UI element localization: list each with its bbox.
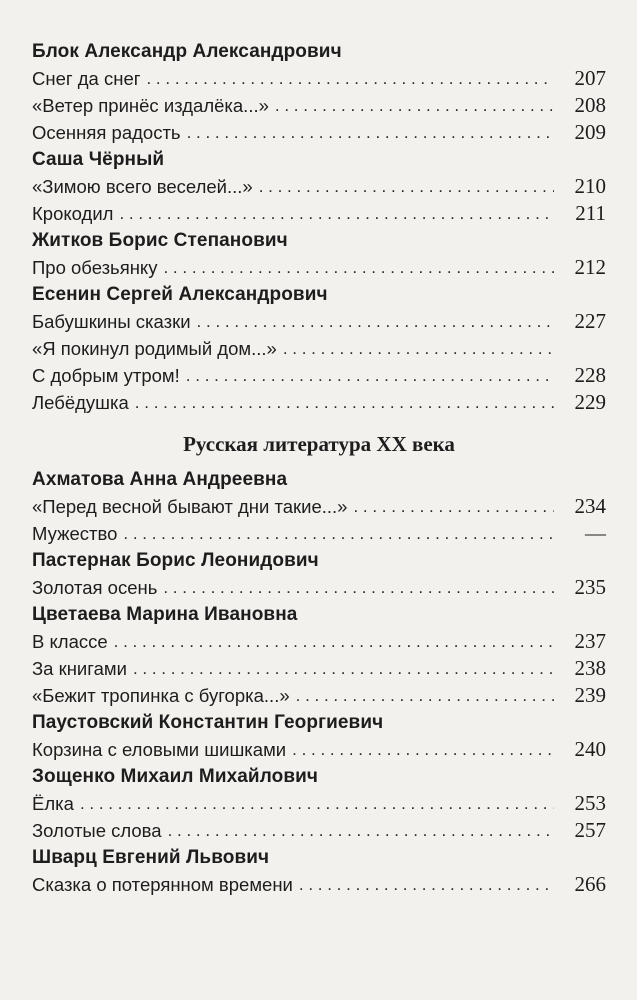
- page-number: 210: [574, 174, 606, 198]
- dot-leader: [292, 736, 554, 763]
- entry-title: В классе: [32, 631, 108, 652]
- toc-entry: [32, 254, 606, 281]
- author-name: Блок Александр Александрович: [32, 41, 342, 62]
- entry-title: Корзина с еловыми шишками: [32, 739, 287, 760]
- toc-entry: [32, 173, 606, 200]
- entry-title: Бабушкины сказки: [32, 311, 191, 332]
- author-name: Шварц Евгений Львович: [32, 847, 270, 868]
- author-name: Пастернак Борис Леонидович: [32, 550, 319, 571]
- dot-leader: [135, 389, 554, 416]
- page-number: 239: [574, 683, 606, 707]
- dot-leader: [283, 335, 554, 362]
- toc-group-before: [32, 38, 606, 416]
- dot-leader: [259, 173, 554, 200]
- toc-entry: [32, 493, 606, 520]
- author-name: Житков Борис Степанович: [32, 230, 288, 251]
- table-of-contents: [32, 38, 606, 978]
- entry-title: За книгами: [32, 658, 127, 679]
- entry-title: Осенняя радость: [32, 122, 181, 143]
- dot-leader: [186, 362, 554, 389]
- entry-title: Про обезьянку: [32, 257, 158, 278]
- page-number: 253: [574, 791, 606, 815]
- page-number: 234: [574, 494, 606, 518]
- dot-leader: [146, 65, 554, 92]
- entry-title: Золотые слова: [32, 820, 162, 841]
- page-number: 229: [574, 390, 606, 414]
- page-number: 211: [575, 201, 606, 225]
- author-heading: [32, 601, 606, 628]
- entry-title: Сказка о потерянном времени: [32, 874, 293, 895]
- page-number: 237: [574, 629, 606, 653]
- entry-title: С добрым утром!: [32, 365, 180, 386]
- entry-title: «Перед весной бывают дни такие...»: [32, 496, 348, 517]
- dot-leader: [133, 655, 554, 682]
- dot-leader: [163, 254, 554, 281]
- dot-leader: [119, 200, 554, 227]
- entry-title: «Бежит тропинка с бугорка...»: [32, 685, 290, 706]
- dot-leader: [114, 628, 554, 655]
- dot-leader: [187, 119, 554, 146]
- toc-entry: [32, 817, 606, 844]
- toc-entry: [32, 655, 606, 682]
- author-heading: [32, 709, 606, 736]
- author-heading: [32, 466, 606, 493]
- toc-entry: [32, 335, 606, 362]
- entry-title: Крокодил: [32, 203, 114, 224]
- toc-entry: [32, 389, 606, 416]
- page-number: 235: [574, 575, 606, 599]
- toc-entry: [32, 65, 606, 92]
- toc-entry: [32, 790, 606, 817]
- author-name: Зощенко Михаил Михайлович: [32, 766, 319, 787]
- toc-entry: [32, 574, 606, 601]
- page-number: 212: [574, 255, 606, 279]
- page-number: 257: [574, 818, 606, 842]
- entry-title: Мужество: [32, 523, 118, 544]
- toc-entry: [32, 871, 606, 898]
- page-number: 208: [574, 93, 606, 117]
- author-heading: [32, 547, 606, 574]
- section-title: Русская литература XX века: [183, 432, 455, 456]
- entry-title: «Зимою всего веселей...»: [32, 176, 253, 197]
- author-heading: [32, 281, 606, 308]
- page-number: 228: [574, 363, 606, 387]
- section-heading: [32, 430, 606, 458]
- author-heading: [32, 227, 606, 254]
- dot-leader: [168, 817, 554, 844]
- author-heading: [32, 844, 606, 871]
- entry-title: «Ветер принёс издалёка...»: [32, 95, 269, 116]
- entry-title: Лебёдушка: [32, 392, 129, 413]
- dot-leader: [353, 493, 554, 520]
- toc-entry: [32, 628, 606, 655]
- dot-leader: [299, 871, 554, 898]
- author-heading: [32, 763, 606, 790]
- entry-title: Ёлка: [32, 793, 74, 814]
- dot-leader: [80, 790, 554, 817]
- entry-title: «Я покинул родимый дом...»: [32, 338, 277, 359]
- page-number: 240: [574, 737, 606, 761]
- author-heading: [32, 38, 606, 65]
- toc-entry: [32, 682, 606, 709]
- dot-leader: [275, 92, 554, 119]
- dot-leader: [123, 520, 554, 547]
- entry-title: Снег да снег: [32, 68, 141, 89]
- author-name: Паустовский Константин Георгиевич: [32, 712, 384, 733]
- toc-entry: [32, 119, 606, 146]
- toc-entry: [32, 362, 606, 389]
- author-name: Ахматова Анна Андреевна: [32, 469, 288, 490]
- author-name: Есенин Сергей Александрович: [32, 284, 328, 305]
- toc-entry: [32, 736, 606, 763]
- toc-entry: [32, 308, 606, 335]
- dot-leader: [296, 682, 554, 709]
- page-number: 207: [574, 66, 606, 90]
- toc-entry: [32, 200, 606, 227]
- author-name: Цветаева Марина Ивановна: [32, 604, 298, 625]
- author-name: Саша Чёрный: [32, 149, 165, 170]
- page-number: 227: [574, 309, 606, 333]
- toc-entry: [32, 92, 606, 119]
- page-number: 238: [574, 656, 606, 680]
- entry-title: Золотая осень: [32, 577, 158, 598]
- dot-leader: [197, 308, 554, 335]
- toc-entry: [32, 520, 606, 547]
- author-heading: [32, 146, 606, 173]
- page-number: 266: [574, 872, 606, 896]
- dot-leader: [163, 574, 554, 601]
- page-number: —: [585, 521, 606, 545]
- toc-group-after: [32, 466, 606, 898]
- page-number: 209: [574, 120, 606, 144]
